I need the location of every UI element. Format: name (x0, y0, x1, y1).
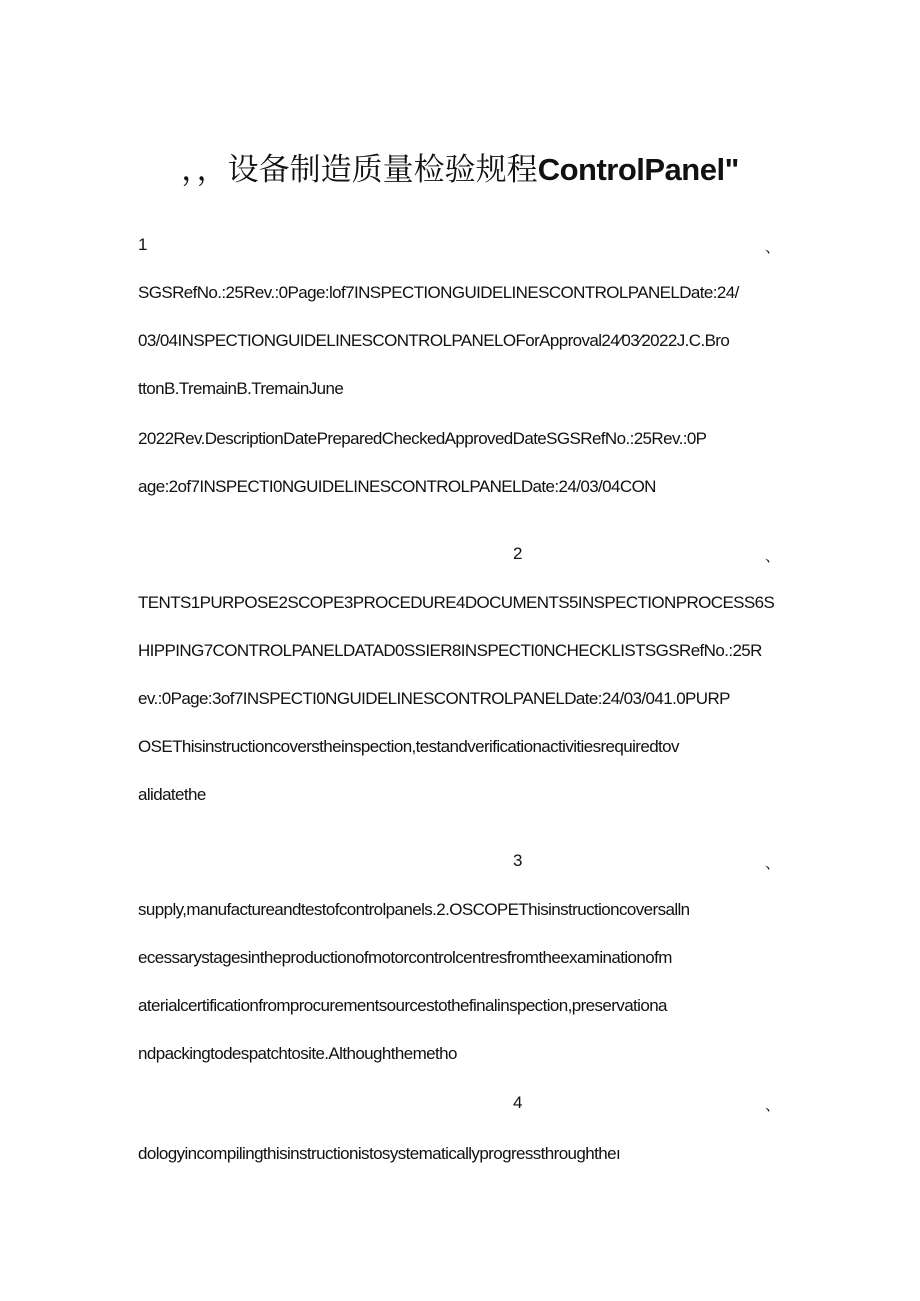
text-line: HIPPING7CONTROLPANELDATAD0SSIER8INSPECTI0NCHECKLISTSGSRefNo.:25R (138, 641, 762, 660)
text-line: ttonB.TremainB.TremainJune (138, 379, 344, 398)
text-line: supply,manufactureandtestofcontrolpanels.2.OSCOPEThisinstructioncoversalln (138, 900, 690, 919)
text-line: age:2of7INSPECTI0NGUIDELINESCONTROLPANELDate:24/03/04CON (138, 477, 656, 496)
section-mark: 、 (765, 855, 781, 872)
title-english: ControlPanel" (537, 152, 739, 187)
text-line: aterialcertificationfromprocurementsourcestothefinalinspection,preservationa (138, 996, 667, 1015)
section-number: 1 (138, 235, 148, 254)
document-title (0, 150, 920, 190)
text-line: alidatethe (138, 785, 206, 804)
title-chinese: ，，设备制造质量检验规程 (181, 152, 538, 187)
section-mark: 、 (765, 1097, 781, 1114)
section-number: 3 (513, 851, 523, 870)
text-line: ev.:0Page:3of7INSPECTI0NGUIDELINESCONTROLPANELDate:24/03/041.0PURP (138, 689, 730, 708)
text-line: SGSRefNo.:25Rev.:0Page:lof7INSPECTIONGUIDELINESCONTROLPANELDate:24/ (138, 283, 739, 302)
text-line: ndpackingtodespatchtosite.Althoughthemetho (138, 1044, 457, 1063)
section-number: 4 (513, 1093, 523, 1112)
text-line: dologyincompilingthisinstructionistosystematicallyprogressthroughtheı (138, 1144, 621, 1163)
section-mark: 、 (765, 239, 781, 256)
text-line: 2022Rev.DescriptionDatePreparedCheckedApprovedDateSGSRefNo.:25Rev.:0P (138, 429, 707, 448)
section-number: 2 (513, 544, 523, 563)
text-line: 03/04INSPECTIONGUIDELINESCONTROLPANELOForApproval24⁄03⁄2022J.C.Bro (138, 331, 730, 350)
section-mark: 、 (765, 548, 781, 565)
text-line: TENTS1PURPOSE2SCOPE3PROCEDURE4DOCUMENTS5INSPECTIONPROCESS6S (138, 593, 775, 612)
text-line: OSEThisinstructioncoverstheinspection,testandverificationactivitiesrequiredtov (138, 737, 679, 756)
text-line: ecessarystagesintheproductionofmotorcontrolcentresfromtheexaminationofm (138, 948, 672, 967)
